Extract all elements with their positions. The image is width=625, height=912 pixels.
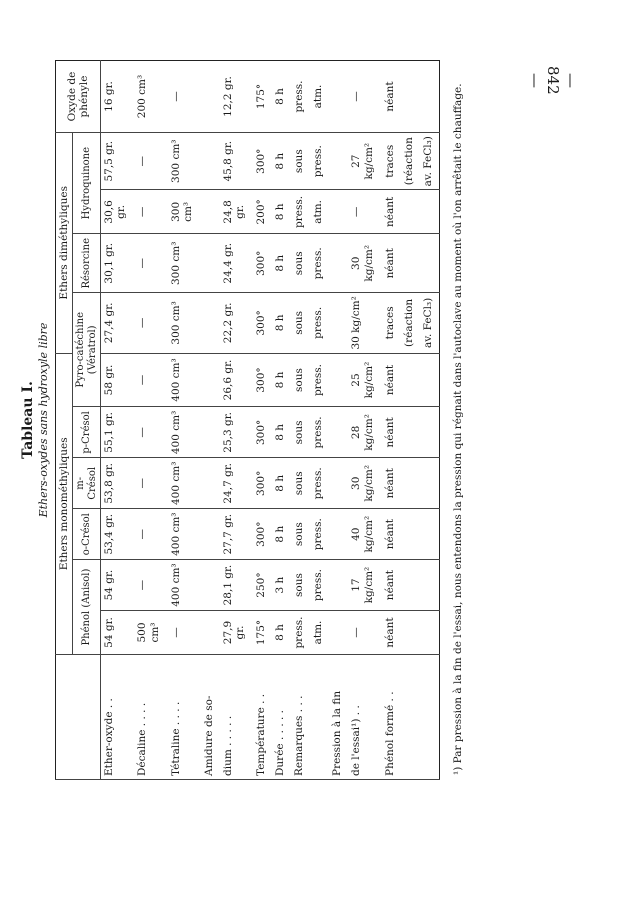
group-mono: Ethers monométhyliques xyxy=(56,353,73,654)
table-cell xyxy=(329,293,348,353)
table-cell xyxy=(401,458,420,509)
row-label: Ether-oxyde . . xyxy=(101,655,135,780)
row-label: Remarques . . . xyxy=(291,655,310,780)
row-label: Phénol formé . . xyxy=(382,655,401,780)
table-cell xyxy=(201,190,220,234)
table-cell: av. FeCl₃) xyxy=(420,293,440,353)
table-cell xyxy=(201,353,220,407)
col-header: m-Crésol xyxy=(73,458,101,509)
table-cell xyxy=(329,234,348,293)
table-cell: 30 kg/cm² xyxy=(348,458,381,509)
table-cell: av. FeCl₃) xyxy=(420,133,440,190)
table-cell: 17 kg/cm² xyxy=(348,560,381,611)
table-cell xyxy=(201,509,220,560)
table-cell xyxy=(329,458,348,509)
table-cell: — xyxy=(168,611,201,655)
table-cell xyxy=(329,560,348,611)
table-cell: (réaction xyxy=(401,293,420,353)
table-cell xyxy=(420,560,440,611)
table-cell: 25 kg/cm² xyxy=(348,353,381,407)
row-label: Tétraline . . . . xyxy=(168,655,201,780)
table-cell: 300° xyxy=(253,458,272,509)
table-cell: néant xyxy=(382,560,401,611)
table-cell: press. xyxy=(291,61,310,133)
table-cell: 3 h xyxy=(272,560,291,611)
table-cell: 300° xyxy=(253,133,272,190)
table-cell: 250° xyxy=(253,560,272,611)
table-cell: (réaction xyxy=(401,133,420,190)
table-cell: 53,4 gr. xyxy=(101,509,135,560)
table-cell: 53,8 gr. xyxy=(101,458,135,509)
table-cell: 300 cm³ xyxy=(168,293,201,353)
table-cell: press. xyxy=(310,133,329,190)
table-cell: 54 gr. xyxy=(101,611,135,655)
col-header: Résorcine xyxy=(73,234,101,293)
table-cell: 8 h xyxy=(272,353,291,407)
table-cell: — xyxy=(134,407,167,458)
page-number: — 842 — xyxy=(526,65,580,95)
table-cell xyxy=(201,133,220,190)
table-cell: — xyxy=(348,61,381,133)
table-cell: — xyxy=(168,61,201,133)
table-cell: 400 cm³ xyxy=(168,509,201,560)
table-cell: 27,9 gr. xyxy=(220,611,253,655)
table-cell: 30 kg/cm² xyxy=(348,293,381,353)
table-cell xyxy=(201,458,220,509)
table-cell xyxy=(329,353,348,407)
table-cell: 8 h xyxy=(272,458,291,509)
table-cell: 22,2 gr. xyxy=(220,293,253,353)
row-label xyxy=(401,655,420,780)
table-cell xyxy=(401,353,420,407)
table-cell: sous xyxy=(291,293,310,353)
table-cell: 8 h xyxy=(272,611,291,655)
table-cell: traces xyxy=(382,133,401,190)
table-cell xyxy=(329,509,348,560)
table-cell: 57,5 gr. xyxy=(101,133,135,190)
table-cell: — xyxy=(134,560,167,611)
row-label: Amidure de so- xyxy=(201,655,220,780)
table-cell xyxy=(401,509,420,560)
table-cell: 27 kg/cm² xyxy=(348,133,381,190)
table-cell: 300 cm³ xyxy=(168,190,201,234)
table-row xyxy=(310,61,329,780)
table-cell xyxy=(329,407,348,458)
table-cell: 28,1 gr. xyxy=(220,560,253,611)
table-cell xyxy=(201,234,220,293)
table-cell: 300° xyxy=(253,234,272,293)
table-cell: sous xyxy=(291,560,310,611)
row-label: Durée . . . . . xyxy=(272,655,291,780)
row-label: Décaline . . . . xyxy=(134,655,167,780)
table-cell: — xyxy=(348,190,381,234)
table-cell: 8 h xyxy=(272,293,291,353)
table-cell: 8 h xyxy=(272,407,291,458)
table-cell xyxy=(420,234,440,293)
table-cell: — xyxy=(134,234,167,293)
col-header: Pyro-catéchine (Vératrol) xyxy=(73,293,101,407)
table-cell: — xyxy=(134,353,167,407)
table-row xyxy=(101,61,135,780)
table-cell: 8 h xyxy=(272,234,291,293)
table-row xyxy=(401,61,420,780)
table-cell: 58 gr. xyxy=(101,353,135,407)
table-cell: 30 kg/cm² xyxy=(348,234,381,293)
table-body xyxy=(101,61,440,780)
table-cell: press. xyxy=(310,407,329,458)
table-cell xyxy=(201,560,220,611)
table-cell xyxy=(329,190,348,234)
table-cell: — xyxy=(134,458,167,509)
table-cell: 175° xyxy=(253,611,272,655)
table-cell xyxy=(420,458,440,509)
table-cell: press. xyxy=(291,190,310,234)
table-cell: 300 cm³ xyxy=(168,234,201,293)
group-phenyl: Oxyde de phényle xyxy=(56,61,101,133)
table-cell: 55,1 gr. xyxy=(101,407,135,458)
table-cell: 28 kg/cm² xyxy=(348,407,381,458)
table-cell xyxy=(420,407,440,458)
table-cell: 16 gr. xyxy=(101,61,135,133)
table-cell: 400 cm³ xyxy=(168,407,201,458)
table-row xyxy=(272,61,291,780)
table-cell: sous xyxy=(291,133,310,190)
table-cell: — xyxy=(134,293,167,353)
table-cell: sous xyxy=(291,234,310,293)
table-cell: néant xyxy=(382,509,401,560)
table-cell xyxy=(401,61,420,133)
table-cell: sous xyxy=(291,458,310,509)
table-cell xyxy=(201,61,220,133)
table-cell: press. xyxy=(310,458,329,509)
table-cell: 175° xyxy=(253,61,272,133)
table-cell: 200 cm³ xyxy=(134,61,167,133)
table-cell: 300° xyxy=(253,293,272,353)
table-cell: sous xyxy=(291,407,310,458)
table-cell: atm. xyxy=(310,190,329,234)
table-cell: 500 cm³ xyxy=(134,611,167,655)
row-label: Pression à la fin xyxy=(329,655,348,780)
table-cell: press. xyxy=(310,293,329,353)
table-cell: atm. xyxy=(310,61,329,133)
table-title: Tableau I. xyxy=(20,381,36,459)
table-cell: néant xyxy=(382,353,401,407)
table-cell: press. xyxy=(310,509,329,560)
table-cell: 40 kg/cm² xyxy=(348,509,381,560)
table-cell: press. xyxy=(310,560,329,611)
table-cell: 8 h xyxy=(272,61,291,133)
table-cell xyxy=(401,611,420,655)
table-cell xyxy=(420,509,440,560)
row-label xyxy=(310,655,329,780)
table-cell: 54 gr. xyxy=(101,560,135,611)
table-cell: 400 cm³ xyxy=(168,560,201,611)
table-cell xyxy=(201,407,220,458)
group-di: Ethers diméthyliques xyxy=(56,133,73,354)
table-cell: néant xyxy=(382,611,401,655)
table-cell: 400 cm³ xyxy=(168,458,201,509)
col-header: Phénol (Anisol) xyxy=(73,560,101,655)
table-cell: — xyxy=(134,509,167,560)
table-cell: 300° xyxy=(253,509,272,560)
table-cell xyxy=(401,560,420,611)
table-row xyxy=(168,61,201,780)
col-header: o-Crésol xyxy=(73,509,101,560)
table-cell: sous xyxy=(291,509,310,560)
table-cell: 45,8 gr. xyxy=(220,133,253,190)
row-label: dium . . . . . xyxy=(220,655,253,780)
table-cell xyxy=(329,611,348,655)
row-label xyxy=(420,655,440,780)
row-label: de l'essai¹) . . xyxy=(348,655,381,780)
table-cell: 24,4 gr. xyxy=(220,234,253,293)
table-cell: 30,1 gr. xyxy=(101,234,135,293)
table-cell: 24,8 gr. xyxy=(220,190,253,234)
table-row xyxy=(382,61,401,780)
table-cell xyxy=(401,407,420,458)
table-cell: néant xyxy=(382,407,401,458)
table-cell: 24,7 gr. xyxy=(220,458,253,509)
col-header: Hydroquinone xyxy=(73,133,101,234)
table-row xyxy=(253,61,272,780)
table-row xyxy=(134,61,167,780)
table-cell xyxy=(420,611,440,655)
table-cell: — xyxy=(134,190,167,234)
col-header: p-Crésol xyxy=(73,407,101,458)
table-cell: 30,6 gr. xyxy=(101,190,135,234)
table-cell: 400 cm³ xyxy=(168,353,201,407)
table-cell: 200° xyxy=(253,190,272,234)
table-cell: 26,6 gr. xyxy=(220,353,253,407)
table-cell: traces xyxy=(382,293,401,353)
table-row xyxy=(201,61,220,780)
table-cell xyxy=(420,353,440,407)
corner-cell xyxy=(56,655,101,780)
row-label: Température . . xyxy=(253,655,272,780)
table-cell xyxy=(201,293,220,353)
table-cell: 25,3 gr. xyxy=(220,407,253,458)
footnote: ¹) Par pression à la fin de l'essai, nous entendons la pression qui régnait dans l'autoclave au moment où l'on arrêtait le chauffage. xyxy=(452,83,464,775)
table-cell xyxy=(420,190,440,234)
table-row xyxy=(329,61,348,780)
table-cell xyxy=(201,611,220,655)
table-cell: press. xyxy=(310,234,329,293)
table-row xyxy=(220,61,253,780)
table-subtitle: Ethers-oxydes sans hydroxyle libre xyxy=(37,322,50,518)
table-cell: press. xyxy=(310,353,329,407)
table-cell: néant xyxy=(382,190,401,234)
table-cell: 27,7 gr. xyxy=(220,509,253,560)
table-cell: press. xyxy=(291,611,310,655)
table-cell: néant xyxy=(382,61,401,133)
table-cell xyxy=(329,61,348,133)
rotated-page-content xyxy=(20,60,480,780)
table-cell: 300 cm³ xyxy=(168,133,201,190)
table-cell: — xyxy=(134,133,167,190)
table-cell xyxy=(420,61,440,133)
table-cell: 27,4 gr. xyxy=(101,293,135,353)
table-cell xyxy=(329,133,348,190)
data-table xyxy=(55,60,440,780)
table-row xyxy=(420,61,440,780)
table-cell: 8 h xyxy=(272,133,291,190)
table-cell: atm. xyxy=(310,611,329,655)
table-cell: néant xyxy=(382,458,401,509)
table-cell: sous xyxy=(291,353,310,407)
table-cell: 300° xyxy=(253,353,272,407)
table-cell: 300° xyxy=(253,407,272,458)
table-cell: 8 h xyxy=(272,509,291,560)
table-row xyxy=(291,61,310,780)
table-row xyxy=(348,61,381,780)
table-cell xyxy=(401,190,420,234)
table-cell: 8 h xyxy=(272,190,291,234)
table-cell xyxy=(401,234,420,293)
table-cell: 12,2 gr. xyxy=(220,61,253,133)
table-cell: — xyxy=(348,611,381,655)
table-cell: néant xyxy=(382,234,401,293)
